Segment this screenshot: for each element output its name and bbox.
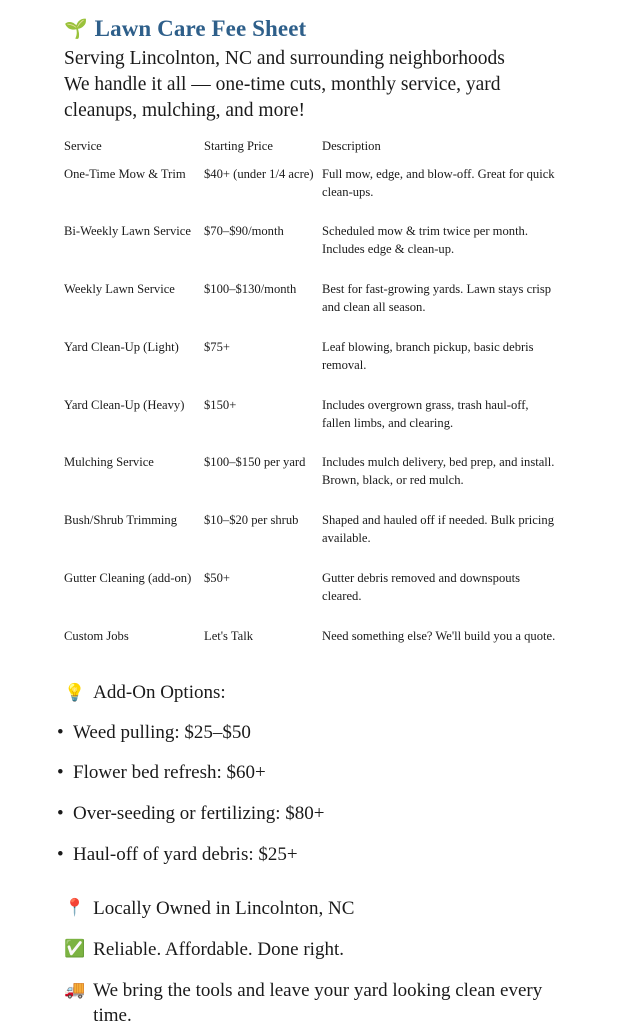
closing-line-reliability: [64, 938, 568, 962]
cell-service: Weekly Lawn Service: [64, 282, 175, 297]
truck-icon: 🚚: [64, 980, 86, 1000]
fee-table: [64, 138, 568, 668]
list-item: [57, 721, 568, 745]
cell-service: Mulching Service: [64, 455, 154, 470]
cell-description: Shaped and hauled off if needed. Bulk pricing available.: [322, 513, 554, 546]
table-row: [64, 570, 568, 628]
table-row: [64, 454, 568, 512]
list-item-text: Flower bed refresh: $60+: [73, 762, 266, 784]
cell-service: Yard Clean-Up (Heavy): [64, 397, 185, 412]
pin-icon: 📍: [64, 897, 86, 917]
list-item: [57, 803, 568, 826]
check-icon: ✅: [64, 939, 86, 959]
intro-line-1: Serving Lincolnton, NC and surrounding neighborhoods: [64, 48, 505, 69]
cell-service: Custom Jobs: [64, 628, 129, 643]
cell-description: Best for fast-growing yards. Lawn stays crisp and clean all season.: [322, 282, 552, 315]
page-title-text: Lawn Care Fee Sheet: [94, 16, 307, 41]
cell-price: $100–$130/month: [204, 282, 297, 297]
closing-line-location: [64, 897, 568, 921]
cell-price: $10–$20 per shrub: [204, 513, 299, 528]
cell-price: $40+ (under 1/4 acre): [204, 166, 314, 181]
cell-price: $150+: [204, 397, 237, 412]
intro-line-2: We handle it all — one-time cuts, monthly service, yard: [64, 73, 501, 95]
addon-heading: [64, 682, 568, 704]
cell-price: $75+: [204, 339, 230, 354]
table-row: [64, 397, 568, 455]
closing-reliability-text: Reliable. Affordable. Done right.: [93, 939, 344, 961]
cell-service: Yard Clean-Up (Light): [64, 339, 179, 354]
intro-line-3: cleanups, mulching, and more!: [64, 99, 305, 121]
cell-description: Leaf blowing, branch pickup, basic debris removal.: [322, 339, 534, 372]
cell-description: Includes mulch delivery, bed prep, and install. Brown, black, or red mulch.: [322, 455, 555, 488]
cell-service: One-Time Mow & Trim: [64, 166, 186, 181]
closing-tools-text: We bring the tools and leave your yard looking clean every time.: [93, 980, 543, 1026]
column-header-price: Starting Price: [204, 138, 273, 153]
page-title: [64, 16, 568, 42]
table-row: [64, 628, 568, 668]
lightbulb-icon: 💡: [64, 682, 86, 702]
cell-service: Gutter Cleaning (add-on): [64, 570, 192, 585]
cell-description: Includes overgrown grass, trash haul-off, fallen limbs, and clearing.: [322, 397, 529, 430]
cell-price: $70–$90/month: [204, 224, 284, 239]
list-item: [57, 843, 568, 867]
table-header-row: [64, 138, 568, 166]
cell-description: Gutter debris removed and downspouts cleared.: [322, 570, 520, 603]
closing-line-tools: [64, 979, 568, 1028]
cell-price: Let's Talk: [204, 628, 254, 643]
list-item-text: Weed pulling: $25–$50: [73, 721, 251, 743]
addon-heading-text: Add-On Options:: [93, 681, 226, 703]
cell-price: $50+: [204, 570, 230, 585]
table-row: [64, 339, 568, 397]
cell-description: Scheduled mow & trim twice per month. Includes edge & clean-up.: [322, 224, 529, 257]
closing-location-text: Locally Owned in Lincolnton, NC: [93, 897, 355, 919]
list-item-text: Haul-off of yard debris: $25+: [73, 843, 298, 865]
table-row: [64, 223, 568, 281]
list-item-text: Over-seeding or fertilizing: $80+: [73, 803, 325, 825]
table-row: [64, 281, 568, 339]
cell-description: Need something else? We'll build you a quote.: [322, 628, 556, 643]
bullet-marker: •: [57, 843, 64, 865]
addon-list: [57, 721, 568, 867]
cell-description: Full mow, edge, and blow-off. Great for quick clean-ups.: [322, 166, 555, 199]
table-row: [64, 166, 568, 224]
bullet-marker: •: [57, 721, 64, 743]
cell-service: Bi-Weekly Lawn Service: [64, 224, 191, 239]
list-item: [57, 762, 568, 785]
cell-price: $100–$150 per yard: [204, 455, 306, 470]
column-header-description: Description: [322, 138, 381, 153]
column-header-service: Service: [64, 138, 102, 153]
seedling-icon: 🌱: [64, 18, 88, 40]
table-row: [64, 512, 568, 570]
intro-paragraph: [64, 46, 568, 124]
closing-section: [64, 897, 568, 1028]
bullet-marker: •: [57, 803, 64, 825]
bullet-marker: •: [57, 762, 64, 784]
cell-service: Bush/Shrub Trimming: [64, 513, 178, 528]
